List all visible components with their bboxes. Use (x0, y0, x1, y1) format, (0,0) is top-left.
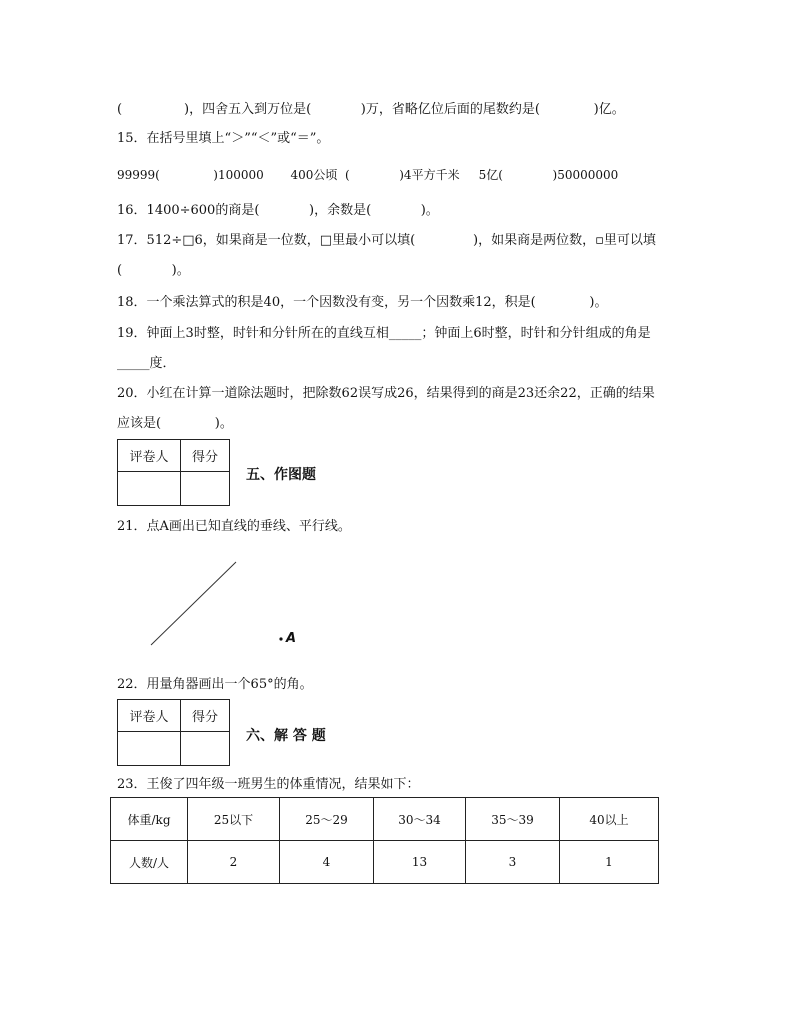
question-17-continued: ( )。 (117, 263, 190, 278)
header-cell: 25以下 (188, 798, 280, 841)
value-cell: 1 (560, 841, 659, 884)
given-line (151, 562, 236, 645)
section-title-solve: 六、解 答 题 (246, 728, 326, 744)
value-cell: 3 (466, 841, 560, 884)
value-cell: 13 (374, 841, 466, 884)
score-label: 得分 (181, 700, 230, 732)
question-17: 17．512÷□6，如果商是一位数，□里最小可以填( )，如果商是两位数，▫里可以填 (117, 233, 656, 248)
question-19-continued: _____度． (117, 356, 176, 371)
score-box-six (117, 699, 230, 766)
reviewer-label: 评卷人 (118, 700, 181, 732)
weight-table (110, 797, 659, 884)
question-22: 22．用量角器画出一个65°的角。 (117, 677, 313, 692)
question-20-continued: 应该是( )。 (117, 416, 233, 431)
header-cell: 体重/kg (111, 798, 188, 841)
table-row (111, 798, 659, 841)
row-label-cell: 人数/人 (111, 841, 188, 884)
question-21: 21．点A画出已知直线的垂线、平行线。 (117, 519, 351, 534)
score-cell[interactable] (181, 732, 230, 766)
point-a-label: A (286, 631, 297, 646)
question-18: 18．一个乘法算式的积是40，一个因数没有变，另一个因数乘12，积是( )。 (117, 295, 608, 310)
value-cell: 4 (280, 841, 374, 884)
reviewer-cell[interactable] (118, 732, 181, 766)
header-cell: 40以上 (560, 798, 659, 841)
score-label: 得分 (181, 440, 230, 472)
question-15-items: 99999( )100000 400公顷 ( )4平方千米 5亿( )50000000 (117, 168, 619, 182)
reviewer-label: 评卷人 (118, 440, 181, 472)
question-15: 15．在括号里填上“＞”“＜”或“＝”。 (117, 131, 330, 146)
header-cell: 25～29 (280, 798, 374, 841)
question-23: 23．王俊了四年级一班男生的体重情况，结果如下： (117, 777, 420, 792)
question-14-continued: ( )，四舍五入到万位是( )万，省略亿位后面的尾数约是( )亿。 (117, 102, 625, 117)
point-a-dot (279, 637, 282, 640)
section-title-drawing: 五、作图题 (246, 467, 316, 483)
header-cell: 35～39 (466, 798, 560, 841)
question-19: 19．钟面上3时整，时针和分针所在的直线互相_____；钟面上6时整，时针和分针组成的角是 (117, 326, 651, 341)
table-row (111, 841, 659, 884)
value-cell: 2 (188, 841, 280, 884)
question-16: 16．1400÷600的商是( )，余数是( )。 (117, 203, 439, 218)
header-cell: 30～34 (374, 798, 466, 841)
question-20: 20．小红在计算一道除法题时，把除数62误写成26，结果得到的商是23还余22，正确的结果 (117, 386, 655, 401)
